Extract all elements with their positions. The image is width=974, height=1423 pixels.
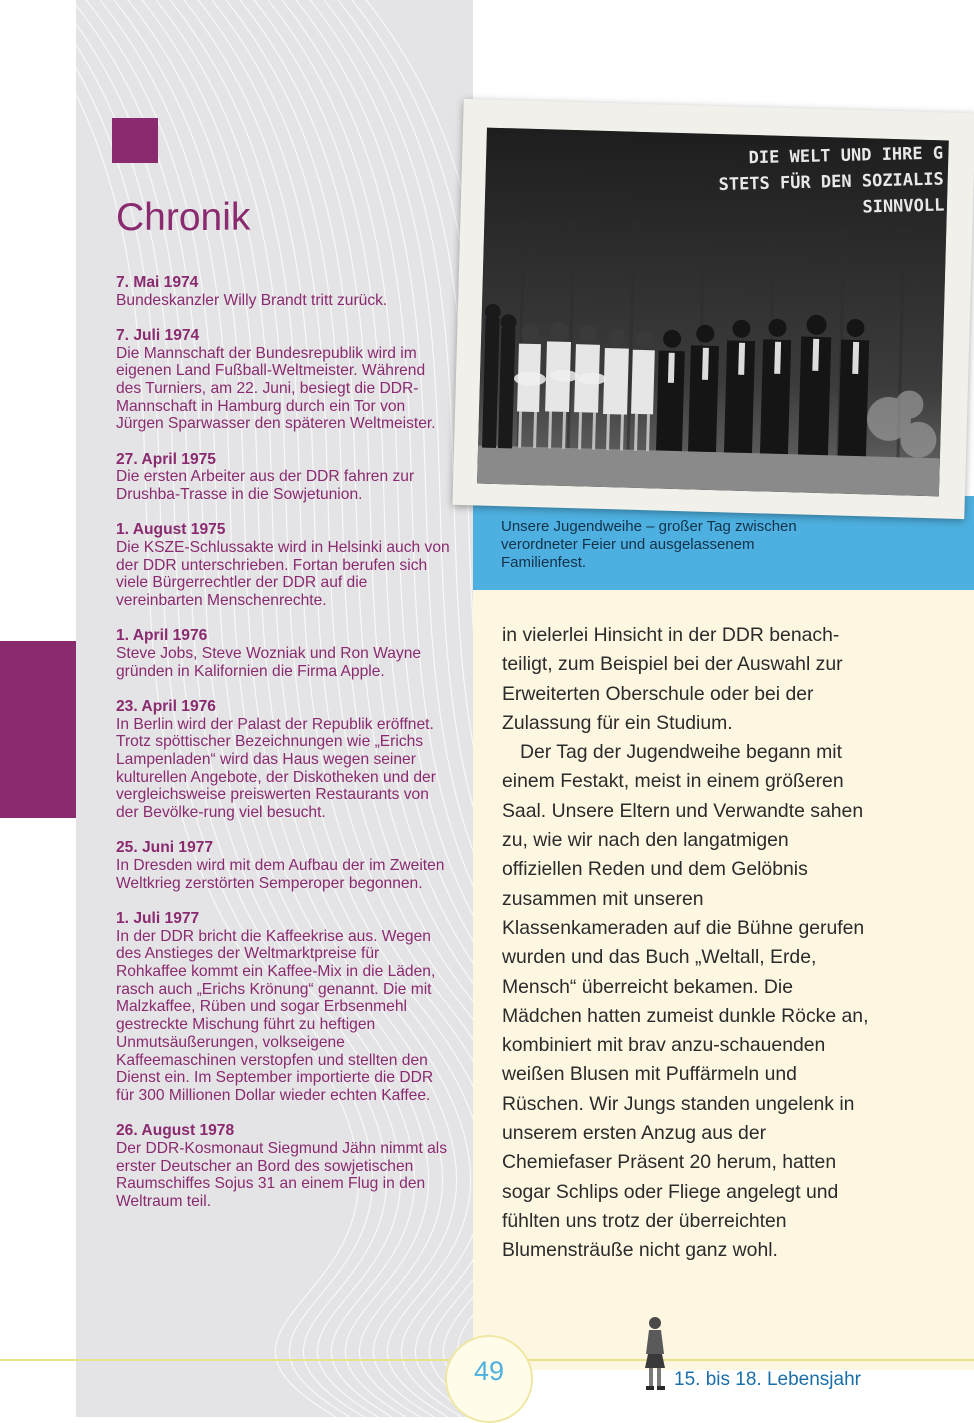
jugendweihe-photo-frame (452, 99, 974, 519)
chronik-entry (116, 451, 451, 504)
photo-caption: Unsere Jugendweihe – großer Tag zwischen verordneter Feier und ausgelassenem Familienfest. (501, 518, 797, 571)
body-text (502, 621, 874, 1266)
photo-banner-text (717, 140, 944, 223)
chronik-entry (116, 627, 451, 680)
entry-text: Die Mannschaft der Bundesrepublik wird im eigenen Land Fußball-Weltmeister. Während des Turniers, am 22. Juni, besiegt die DDR-Mannschaft in Hamburg durch ein Tor von Jürgen Sparwasser den späteren Weltmeister. (116, 344, 436, 433)
entry-date: 1. August 1975 (116, 521, 226, 539)
chronik-entry (116, 1122, 451, 1211)
chronik-entry (116, 910, 451, 1105)
entry-date: 7. Mai 1974 (116, 274, 199, 291)
chronik-entry (116, 327, 451, 433)
entry-text: In Berlin wird der Palast der Republik eröffnet. Trotz spöttischer Bezeichnungen wie „Erichs Lampenladen“ wird das Haus wegen seiner kulturellen Angebote, der Diskotheken und der vergleichsweise preiswerten Restaurants von der Bevölke-rung viel besucht. (116, 715, 436, 822)
entry-text: In der DDR bricht die Kaffeekrise aus. Wegen des Anstieges der Weltmarktpreise für Rohkaffee kommt ein Kaffee-Mix in die Läden, rasch auch „Erichs Krönung“ genannt. Die mit Malzkaffee, Rüben und sogar Erbsenmehl gestreckte Mischung führt zu heftigen Unmutsäußerungen, volkseigene Kaffeemaschinen verstopfen und stellten den Dienst ein. Im September importierte die DDR für 300 Millionen Dollar wieder echten Kaffee. (116, 927, 436, 1104)
girl-figure-icon (640, 1316, 672, 1392)
chapter-label: 15. bis 18. Lebensjahr (674, 1369, 861, 1390)
chronik-entry (116, 521, 451, 610)
page-number: 49 (473, 1356, 505, 1386)
entry-text: Die KSZE-Schlussakte wird in Helsinki auch von der DDR unterschrieben. Fortan berufen sich viele Bürgerrechtler der DDR auf die vereinbarten Menschenrechte. (116, 538, 450, 610)
entry-text: Bundeskanzler Willy Brandt tritt zurück. (116, 291, 388, 309)
entry-date: 26. August 1978 (116, 1122, 235, 1140)
entry-date: 27. April 1975 (116, 450, 216, 468)
entry-date: 1. Juli 1977 (116, 909, 200, 927)
jugendweihe-photo (477, 128, 949, 497)
entry-text: Die ersten Arbeiter aus der DDR fahren zur Drushba-Trasse in die Sowjetunion. (116, 468, 415, 504)
entry-date: 23. April 1976 (116, 697, 216, 715)
entry-text: In Dresden wird mit dem Aufbau der im Zweiten Weltkrieg zerstörten Semperoper begonnen. (116, 856, 445, 892)
chronik-entry (116, 274, 451, 309)
side-purple-bar (0, 641, 76, 818)
chronik-title: Chronik (116, 196, 251, 239)
banner-line-3: SINNVOLL (862, 195, 945, 218)
purple-square-marker (112, 118, 158, 163)
banner-line-2: STETS FÜR DEN SOZIALIS (718, 169, 944, 195)
chronik-entry (116, 839, 451, 892)
entry-date: 25. Juni 1977 (116, 839, 214, 857)
chronik-list (116, 274, 451, 1228)
body-paragraph: Der Tag der Jugendweihe begann mit einem Festakt, meist in einem größeren Saal. Unsere Eltern und Verwandte sahen zu, wie wir nach den langatmigen offiziellen Reden und dem Gelöbnis zusammen mit unseren Klassenkameraden auf die Bühne gerufen wurden und das Buch „Weltall, Erde, Mensch“ überreicht bekamen. Die Mädchen hatten zumeist dunkle Röcke an, kombiniert mit brav anzu-schauenden weißen Blusen mit Puffärmeln und Rüschen. Wir Jungs standen ungelenk in unserem ersten Anzug aus der Chemiefaser Präsent 20 herum, hatten sogar Schlips oder Fliege angelegt und fühlten uns trotz der überreichten Blumensträuße nicht ganz wohl. (502, 741, 869, 1262)
body-paragraph: in vielerlei Hinsicht in der DDR benach-teiligt, zum Beispiel bei der Auswahl zur Erweiterten Oberschule oder bei der Zulassung für ein Studium. (502, 624, 843, 734)
entry-text: Steve Jobs, Steve Wozniak und Ron Wayne gründen in Kalifornien die Firma Apple. (116, 644, 422, 680)
chronik-entry (116, 698, 451, 822)
entry-date: 7. Juli 1974 (116, 326, 200, 344)
entry-text: Der DDR-Kosmonaut Siegmund Jähn nimmt als erster Deutscher an Bord des sowjetischen Raumschiffes Sojus 31 an einem Flug in den Weltraum teil. (116, 1139, 448, 1210)
entry-date: 1. April 1976 (116, 627, 208, 645)
banner-line-1: DIE WELT UND IHRE G (748, 143, 944, 169)
